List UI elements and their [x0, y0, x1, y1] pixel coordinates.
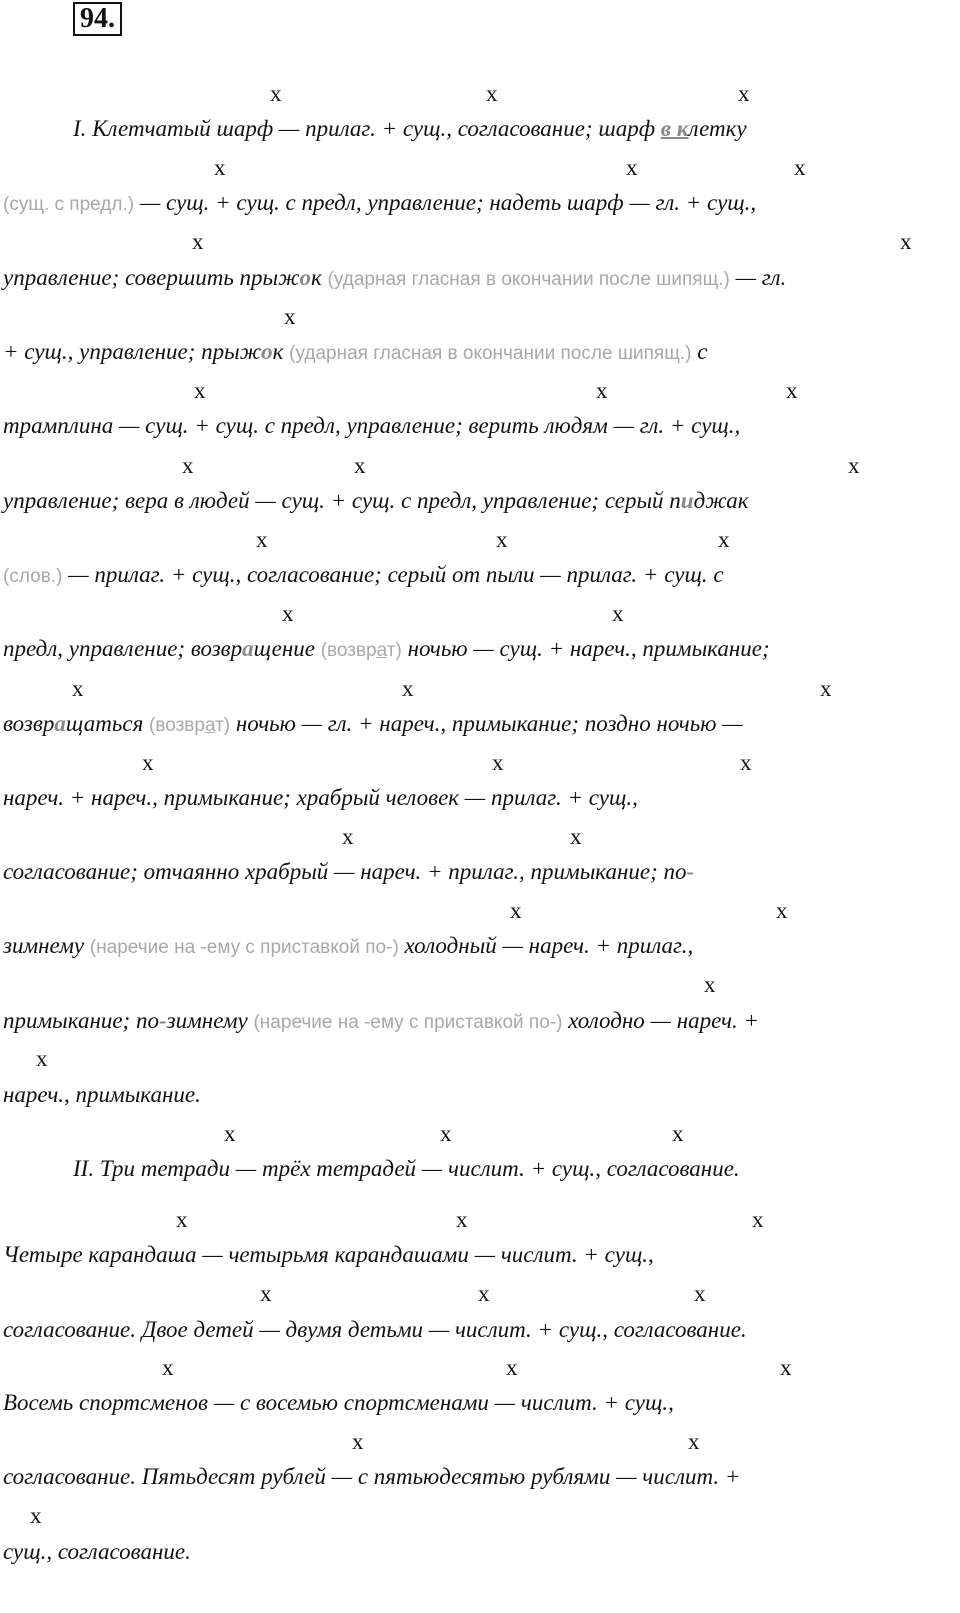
- text-line: сущ., согласование.: [3, 1539, 191, 1564]
- marker: x: [192, 229, 204, 254]
- text-line: нареч. + нареч., примыкание; храбрый человек — прилаг. + сущ.,: [3, 785, 638, 810]
- marker: x: [776, 898, 788, 923]
- marker: x: [510, 898, 522, 923]
- marker: x: [506, 1355, 518, 1380]
- marker: x: [570, 824, 582, 849]
- marker: x: [456, 1207, 468, 1232]
- marker: x: [142, 750, 154, 775]
- marker: x: [176, 1207, 188, 1232]
- marker: x: [260, 1281, 272, 1306]
- marker: x: [786, 378, 798, 403]
- marker: x: [224, 1121, 236, 1146]
- marker: x: [794, 155, 806, 180]
- text-line: согласование. Пятьдесят рублей — с пятьюдесятью рублями — числит. +: [3, 1464, 741, 1489]
- marker: x: [256, 527, 268, 552]
- marker: x: [36, 1046, 48, 1071]
- marker: x: [30, 1503, 42, 1528]
- text-line: Восемь спортсменов — с восемью спортсменами — числит. + сущ.,: [3, 1390, 674, 1415]
- text-line: I. Клетчатый шарф — прилаг. + сущ., согласование; шарф в клетку: [73, 116, 747, 141]
- marker: x: [194, 378, 206, 403]
- marker: x: [342, 824, 354, 849]
- marker: x: [354, 453, 366, 478]
- text-line: + сущ., управление; прыжок (ударная гласная в окончании после шипящ.) с: [3, 339, 708, 364]
- marker: x: [738, 81, 750, 106]
- text-line: трамплина — сущ. + сущ. с предл, управление; верить людям — гл. + сущ.,: [3, 413, 741, 438]
- text-line: (сущ. с предл.) — сущ. + сущ. с предл, управление; надеть шарф — гл. + сущ.,: [3, 190, 757, 215]
- marker: x: [848, 453, 860, 478]
- marker: x: [626, 155, 638, 180]
- marker: x: [612, 601, 624, 626]
- text-line: примыкание; по-зимнему (наречие на -ему с приставкой по-) холодно — нареч. +: [3, 1008, 760, 1033]
- marker: x: [688, 1429, 700, 1454]
- text-line: согласование; отчаянно храбрый — нареч. + прилаг., примыкание; по-: [3, 859, 695, 884]
- marker: x: [752, 1207, 764, 1232]
- marker: x: [672, 1121, 684, 1146]
- marker: x: [704, 972, 716, 997]
- marker: x: [780, 1355, 792, 1380]
- marker: x: [402, 676, 414, 701]
- marker: x: [72, 676, 84, 701]
- text-line: Четыре карандаша — четырьмя карандашами — числит. + сущ.,: [3, 1242, 654, 1267]
- marker: x: [740, 750, 752, 775]
- marker: x: [182, 453, 194, 478]
- text-line: нареч., примыкание.: [3, 1082, 201, 1107]
- marker: x: [718, 527, 730, 552]
- marker: x: [694, 1281, 706, 1306]
- text-line: (слов.) — прилаг. + сущ., согласование; серый от пыли — прилаг. + сущ. с: [3, 562, 724, 587]
- marker: x: [162, 1355, 174, 1380]
- text-line: II. Три тетради — трёх тетрадей — числит. + сущ., согласование.: [73, 1156, 740, 1181]
- text-line: предл, управление; возвращение (возврат) ночью — сущ. + нареч., примыкание;: [3, 636, 770, 661]
- text-line: согласование. Двое детей — двумя детьми — числит. + сущ., согласование.: [3, 1317, 747, 1342]
- marker: x: [284, 304, 296, 329]
- marker: x: [214, 155, 226, 180]
- marker: x: [900, 229, 912, 254]
- marker: x: [440, 1121, 452, 1146]
- marker: x: [270, 81, 282, 106]
- marker: x: [352, 1429, 364, 1454]
- marker: x: [478, 1281, 490, 1306]
- text-line: управление; вера в людей — сущ. + сущ. с предл, управление; серый пиджак: [3, 488, 749, 513]
- marker: x: [596, 378, 608, 403]
- marker: x: [486, 81, 498, 106]
- marker: x: [820, 676, 832, 701]
- exercise-number: 94.: [73, 2, 122, 36]
- marker: x: [492, 750, 504, 775]
- text-line: возвращаться (возврат) ночью — гл. + нареч., примыкание; поздно ночью —: [3, 711, 743, 736]
- text-line: зимнему (наречие на -ему с приставкой по-) холодный — нареч. + прилаг.,: [3, 933, 694, 958]
- text-line: управление; совершить прыжок (ударная гласная в окончании после шипящ.) — гл.: [3, 265, 787, 290]
- marker: x: [282, 601, 294, 626]
- marker: x: [496, 527, 508, 552]
